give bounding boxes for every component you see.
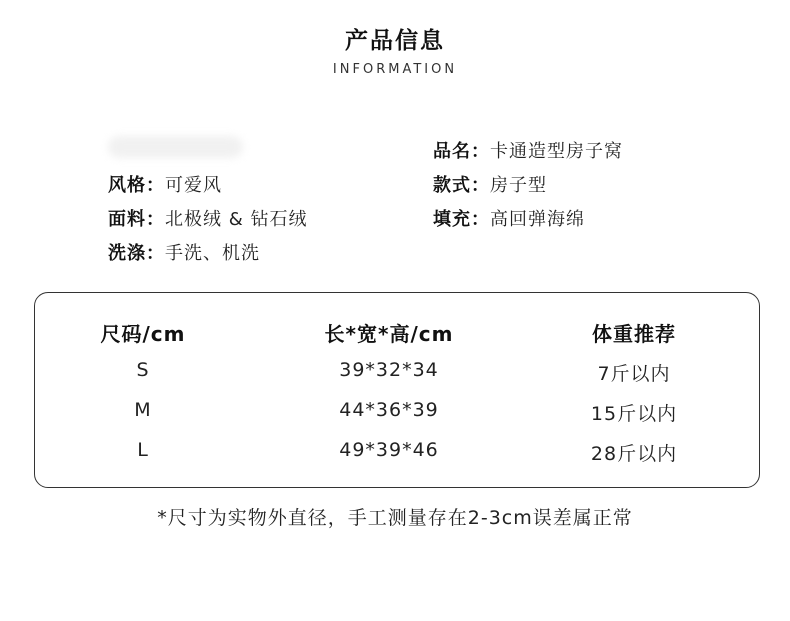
table-cell-size: L [137, 439, 149, 461]
attr-type-key: 款式： [433, 175, 490, 196]
product-info-subtitle: INFORMATION [332, 62, 458, 77]
attr-name-value: 卡通造型房子窝 [490, 141, 623, 162]
product-info-title: 产品信息 [345, 28, 445, 54]
attr-style [108, 171, 222, 197]
attr-name [433, 137, 623, 163]
table-cell-dimensions: 39*32*34 [339, 359, 439, 381]
table-cell-weight: 15斤以内 [590, 403, 678, 425]
table-header-weight: 体重推荐 [592, 322, 676, 346]
table-cell-size: M [134, 399, 152, 421]
attr-fabric [108, 205, 307, 231]
attr-filling-key: 填充： [433, 209, 490, 230]
table-header-dimensions: 长*宽*高/cm [324, 322, 454, 346]
attr-name-key: 品名： [433, 141, 490, 162]
table-cell-dimensions: 49*39*46 [339, 439, 439, 461]
table-cell-size: S [136, 359, 150, 381]
table-header-size: 尺码/cm [100, 322, 186, 346]
attr-washing-value: 手洗、机洗 [165, 243, 260, 264]
table-cell-dimensions: 44*36*39 [339, 399, 439, 421]
attr-fabric-value: 北极绒 & 钻石绒 [165, 209, 308, 230]
table-cell-weight: 7斤以内 [597, 363, 671, 385]
attr-style-value: 可爱风 [165, 175, 222, 196]
attr-filling-value: 高回弹海绵 [490, 209, 585, 230]
attr-type-value: 房子型 [490, 175, 547, 196]
attr-washing-key: 洗涤： [108, 243, 165, 264]
measurement-note: *尺寸为实物外直径，手工测量存在2-3cm误差属正常 [157, 507, 633, 529]
attr-filling [433, 205, 585, 231]
attr-fabric-key: 面料： [108, 209, 165, 230]
table-cell-weight: 28斤以内 [590, 443, 678, 465]
blurred-attribute [108, 136, 243, 158]
attr-type [433, 171, 547, 197]
attr-washing [108, 239, 260, 265]
attr-style-key: 风格： [108, 175, 165, 196]
